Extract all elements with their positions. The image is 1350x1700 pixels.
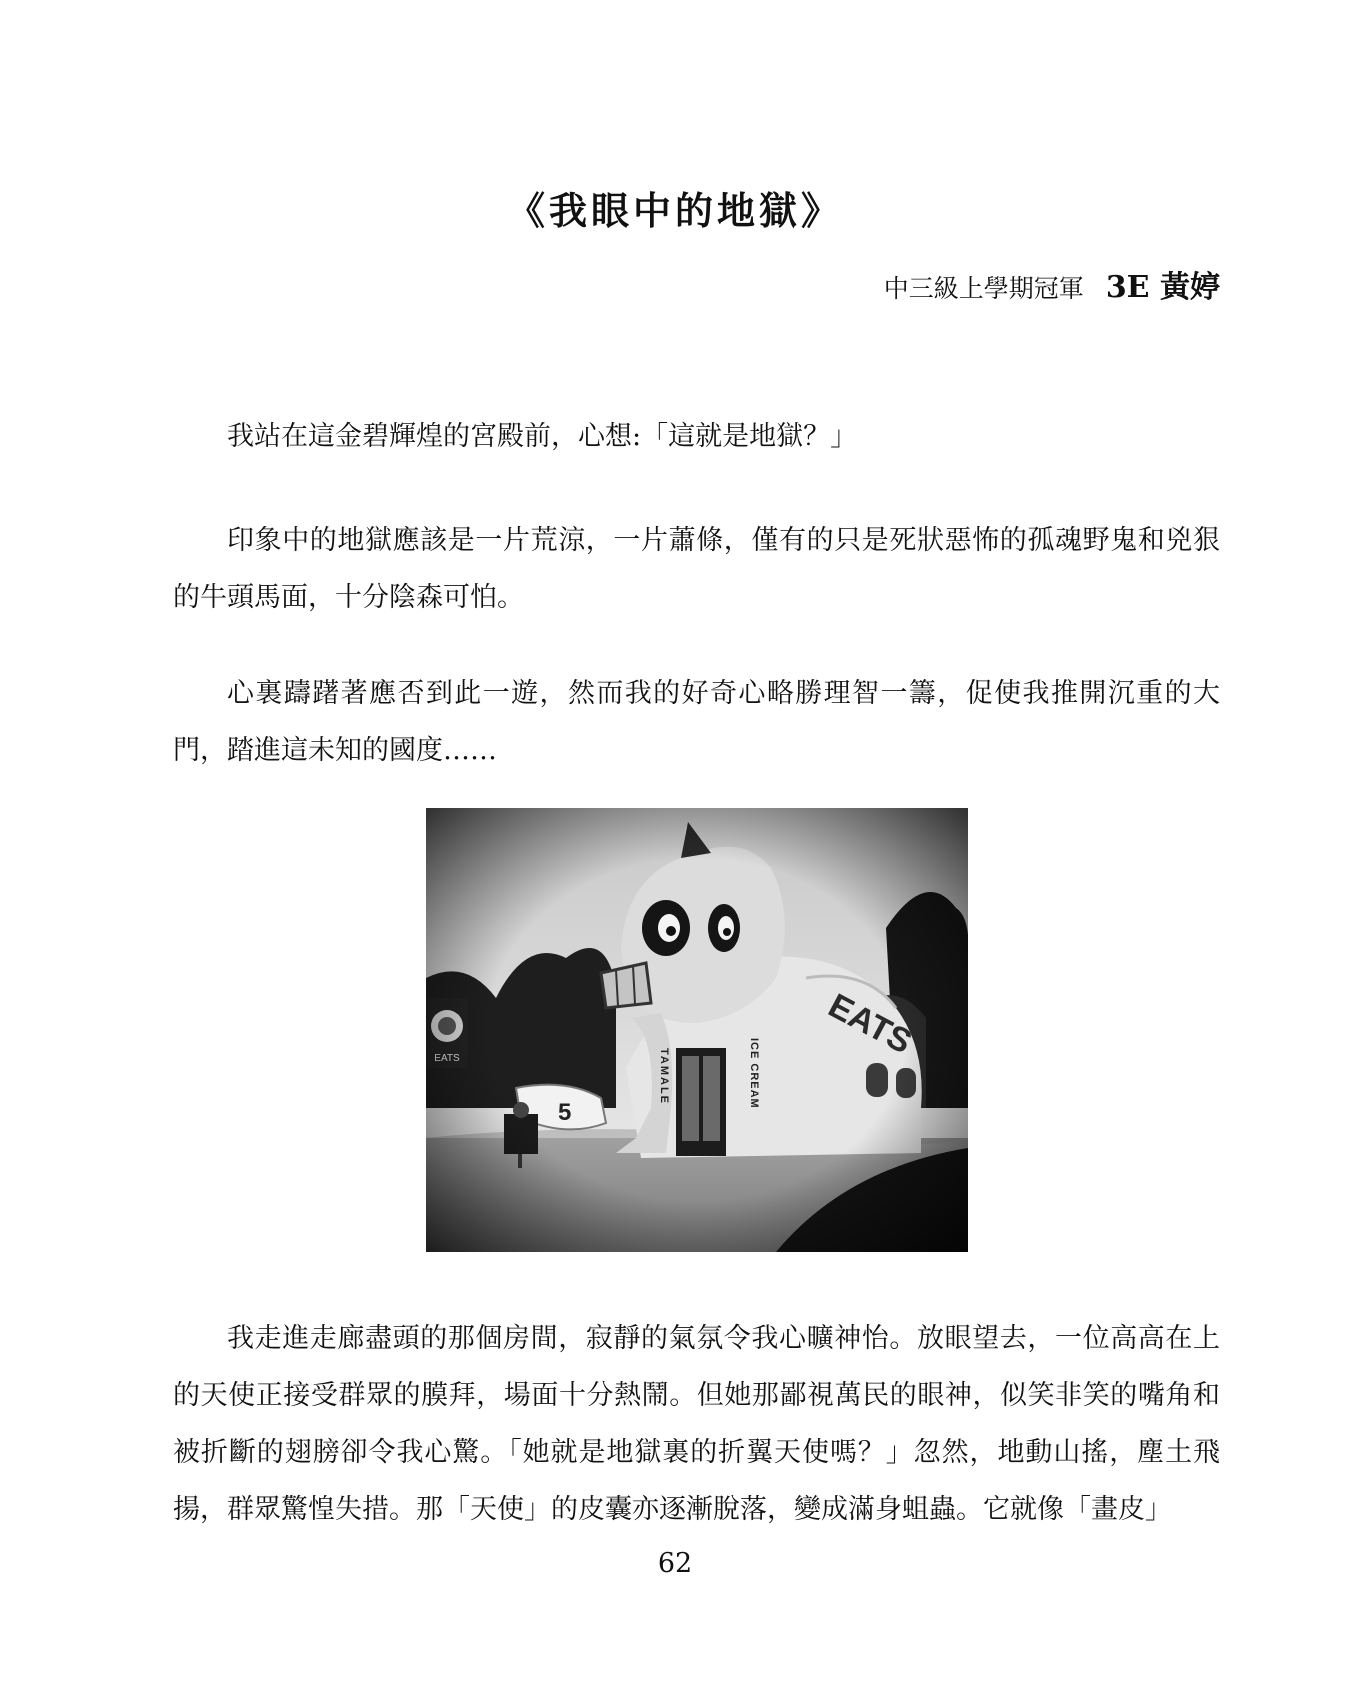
paragraph-4: 我走進走廊盡頭的那個房間，寂靜的氣氛令我心曠神怡。放眼望去，一位高高在上的天使正接受群眾的膜拜，場面十分熱鬧。但她那鄙視萬民的眼神，似笑非笑的嘴角和被折斷的翅膀卻令我心驚。「她就是地獄裏的折翼天使嗎？」忽然，地動山搖，塵土飛揚，群眾驚惶失措。那「天使」的皮囊亦逐漸脫落，變成滿身蛆蟲。它就像「畫皮」 bbox=[173, 1323, 1220, 1525]
paragraph-2: 印象中的地獄應該是一片荒涼，一片蕭條，僅有的只是死狀惡怖的孤魂野鬼和兇狠的牛頭馬面，十分陰森可怕。 bbox=[173, 525, 1220, 613]
article-photo bbox=[426, 808, 968, 1252]
author-name: 3E 黃婷 bbox=[1105, 270, 1220, 305]
paragraph-1: 我站在這金碧輝煌的宮殿前，心想:「這就是地獄？」 bbox=[227, 421, 858, 452]
dog-building-photo bbox=[426, 808, 968, 1252]
byline bbox=[884, 262, 1220, 306]
award-label: 中三級上學期冠軍 bbox=[883, 274, 1084, 303]
paragraph-3: 心裏躊躇著應否到此一遊，然而我的好奇心略勝理智一籌，促使我推開沉重的大門，踏進這未知的國度…… bbox=[173, 678, 1220, 766]
page-number: 62 bbox=[657, 1548, 693, 1579]
article-title: 《我眼中的地獄》 bbox=[506, 188, 843, 233]
